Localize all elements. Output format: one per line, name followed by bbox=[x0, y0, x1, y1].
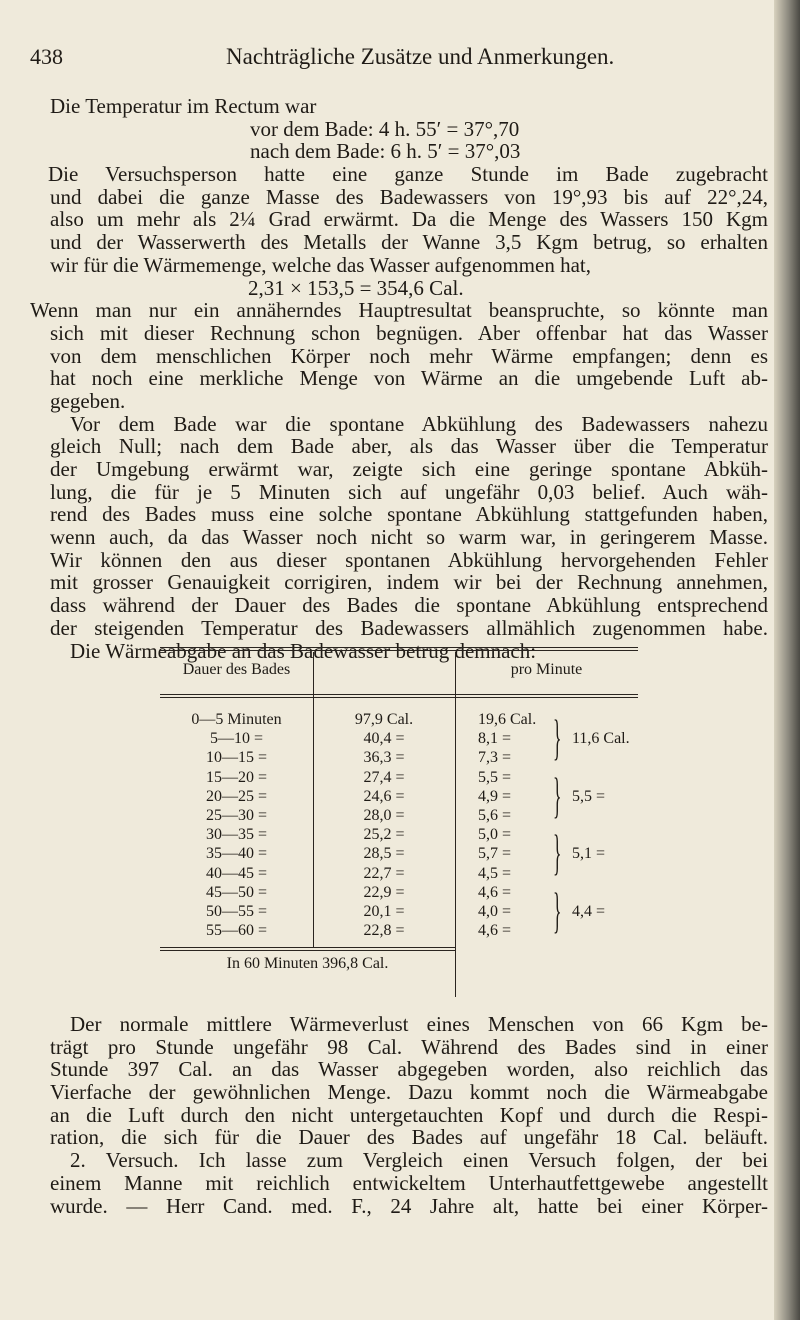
table-rule bbox=[160, 950, 456, 951]
text-line: 2. Versuch. Ich lasse zum Vergleich einen Versuch folgen, der bei bbox=[70, 1148, 768, 1173]
cell-per-minute: 5,0 = bbox=[478, 826, 512, 844]
cell-calories: 22,9 = bbox=[363, 883, 405, 901]
cell-per-minute: 4,5 = bbox=[478, 864, 512, 882]
table-rule bbox=[160, 650, 638, 651]
text-line: trägt pro Stunde ungefähr 98 Cal. Während des Bades sind in einer bbox=[50, 1034, 768, 1059]
cell-calories: 27,4 = bbox=[363, 768, 405, 786]
cell-calories: 22,7 = bbox=[363, 864, 405, 882]
cell-duration: 45—50 = bbox=[205, 883, 268, 901]
table-rule bbox=[160, 647, 638, 648]
text-line: Stunde 397 Cal. an das Wasser abgegeben worden, also reichlich das bbox=[50, 1057, 768, 1082]
cell-duration: 15—20 = bbox=[205, 768, 268, 786]
group-average: 11,6 Cal. bbox=[572, 730, 630, 748]
cell-calories: 28,0 = bbox=[363, 807, 405, 824]
cell-duration: 55—60 = bbox=[205, 922, 268, 940]
text-line: vor dem Bade: 4 h. 55′ = 37°,70 bbox=[250, 116, 520, 141]
cell-duration: 50—55 = bbox=[205, 903, 268, 920]
text-line: Vor dem Bade war die spontane Abkühlung des Badewassers nahezu bbox=[70, 411, 768, 436]
cell-calories: 28,5 = bbox=[363, 845, 405, 863]
table-rule bbox=[160, 697, 638, 698]
cell-per-minute: 5,6 = bbox=[478, 807, 512, 824]
text-line: nach dem Bade: 6 h. 5′ = 37°,03 bbox=[250, 139, 521, 164]
group-brace: } bbox=[553, 824, 562, 881]
cell-duration: 25—30 = bbox=[205, 807, 268, 824]
header-per-minute: pro Minute bbox=[510, 661, 583, 678]
cell-duration: 20—25 = bbox=[205, 787, 268, 805]
text-line: gleich Null; nach dem Bade aber, als das Wasser über die Temperatur bbox=[50, 434, 768, 459]
text-line: ration, die sich für die Dauer des Bades auf ungefähr 18 Cal. beläuft. bbox=[50, 1125, 768, 1150]
cell-per-minute: 4,6 = bbox=[478, 883, 512, 901]
group-average: 5,1 = bbox=[572, 845, 606, 863]
page-number: 438 bbox=[30, 44, 63, 69]
header-duration: Dauer des Bades bbox=[182, 661, 291, 678]
formula-line: 2,31 × 153,5 = 354,6 Cal. bbox=[248, 275, 464, 300]
cell-duration: 0—5 Minuten bbox=[191, 711, 282, 728]
cell-calories: 97,9 Cal. bbox=[354, 711, 414, 728]
lower-text-block bbox=[50, 1013, 768, 1217]
cell-calories: 24,6 = bbox=[363, 787, 405, 805]
cell-per-minute: 19,6 Cal. bbox=[478, 711, 537, 728]
group-average: 4,4 = bbox=[572, 903, 606, 920]
table-rule bbox=[160, 694, 638, 695]
page-edge bbox=[774, 0, 800, 1320]
heat-loss-table bbox=[160, 647, 638, 997]
text-line: Die Wärmeabgabe an das Badewasser betrug demnach: bbox=[70, 638, 537, 663]
page-header bbox=[30, 44, 750, 72]
text-line: Die Versuchsperson hatte eine ganze Stunde im Bade zugebracht bbox=[48, 162, 768, 187]
cell-duration: 10—15 = bbox=[205, 749, 268, 767]
text-line: wir für die Wärmemenge, welche das Wasser aufgenommen hat, bbox=[50, 252, 591, 277]
group-brace: } bbox=[553, 766, 562, 823]
text-line: hat noch eine merkliche Menge von Wärme an die umgebende Luft ab- bbox=[50, 366, 768, 391]
cell-duration: 5—10 = bbox=[209, 730, 264, 748]
text-line: Vierfache der gewöhnlichen Menge. Dazu kommt noch die Wärmeabgabe bbox=[50, 1080, 768, 1105]
cell-per-minute: 4,9 = bbox=[478, 787, 512, 805]
column-divider bbox=[455, 652, 456, 997]
table-total: In 60 Minuten 396,8 Cal. bbox=[226, 955, 389, 972]
text-line: wenn auch, da das Wasser noch nicht so warm war, in geringerem Masse. bbox=[50, 525, 768, 550]
text-line: Die Temperatur im Rectum war bbox=[50, 94, 317, 118]
cell-per-minute: 7,3 = bbox=[478, 749, 512, 767]
cell-calories: 25,2 = bbox=[363, 826, 405, 844]
cell-per-minute: 4,0 = bbox=[478, 903, 512, 920]
text-line: der steigenden Temperatur des Badewassers allmählich zugenommen habe. bbox=[50, 615, 768, 640]
running-title: Nachträgliche Zusätze und Anmerkungen. bbox=[226, 44, 615, 69]
cell-calories: 36,3 = bbox=[363, 749, 405, 767]
group-brace: } bbox=[553, 881, 562, 938]
text-line: Der normale mittlere Wärmeverlust eines Menschen von 66 Kgm be- bbox=[70, 1012, 768, 1036]
text-line: rend des Bades muss eine solche spontane Abkühlung stattgefunden haben, bbox=[50, 502, 768, 527]
text-line: und dabei die ganze Masse des Badewassers von 19°,93 bis auf 22°,24, bbox=[50, 184, 768, 209]
cell-per-minute: 4,6 = bbox=[478, 922, 512, 940]
cell-calories: 40,4 = bbox=[363, 730, 405, 748]
cell-duration: 35—40 = bbox=[205, 845, 268, 863]
upper-text-block bbox=[30, 94, 768, 663]
group-brace: } bbox=[553, 709, 562, 765]
cell-calories: 20,1 = bbox=[363, 903, 405, 920]
text-line: dass während der Dauer des Bades die spontane Abkühlung entsprechend bbox=[50, 593, 768, 618]
cell-duration: 30—35 = bbox=[205, 826, 268, 844]
text-line: lung, die für je 5 Minuten sich auf ungefähr 0,03 belief. Auch wäh- bbox=[50, 479, 768, 504]
text-line: der Umgebung erwärmt war, zeigte sich eine geringe spontane Abküh- bbox=[50, 457, 768, 481]
table-rule bbox=[160, 947, 456, 948]
cell-per-minute: 5,5 = bbox=[478, 768, 512, 786]
cell-duration: 40—45 = bbox=[205, 864, 268, 882]
cell-calories: 22,8 = bbox=[363, 922, 405, 940]
text-line: mit grosser Genauigkeit corrigiren, indem wir bei der Rechnung annehmen, bbox=[50, 570, 768, 595]
text-line: einem Manne mit reichlich entwickeltem Unterhautfettgewebe angestellt bbox=[50, 1170, 768, 1195]
text-line: gegeben. bbox=[50, 388, 126, 413]
text-line: an die Luft durch den nicht untergetauchten Kopf und durch die Respi- bbox=[50, 1102, 768, 1127]
text-line: von dem menschlichen Körper noch mehr Wärme empfangen; denn es bbox=[50, 343, 768, 368]
text-line: sich mit dieser Rechnung schon begnügen. Aber offenbar hat das Wasser bbox=[50, 320, 768, 345]
cell-per-minute: 5,7 = bbox=[478, 845, 512, 863]
text-line: also um mehr als 2¼ Grad erwärmt. Da die Menge des Wassers 150 Kgm bbox=[50, 207, 768, 232]
text-line: Wir können den aus dieser spontanen Abkühlung hervorgehenden Fehler bbox=[50, 547, 768, 572]
cell-per-minute: 8,1 = bbox=[478, 730, 512, 748]
text-line: wurde. — Herr Cand. med. F., 24 Jahre alt, hatte bei einer Körper- bbox=[50, 1193, 768, 1218]
text-line: Wenn man nur ein annäherndes Hauptresultat beanspruchte, so könnte man bbox=[30, 298, 768, 323]
group-average: 5,5 = bbox=[572, 787, 606, 805]
text-line: und der Wasserwerth des Metalls der Wanne 3,5 Kgm betrug, so erhalten bbox=[50, 230, 768, 255]
